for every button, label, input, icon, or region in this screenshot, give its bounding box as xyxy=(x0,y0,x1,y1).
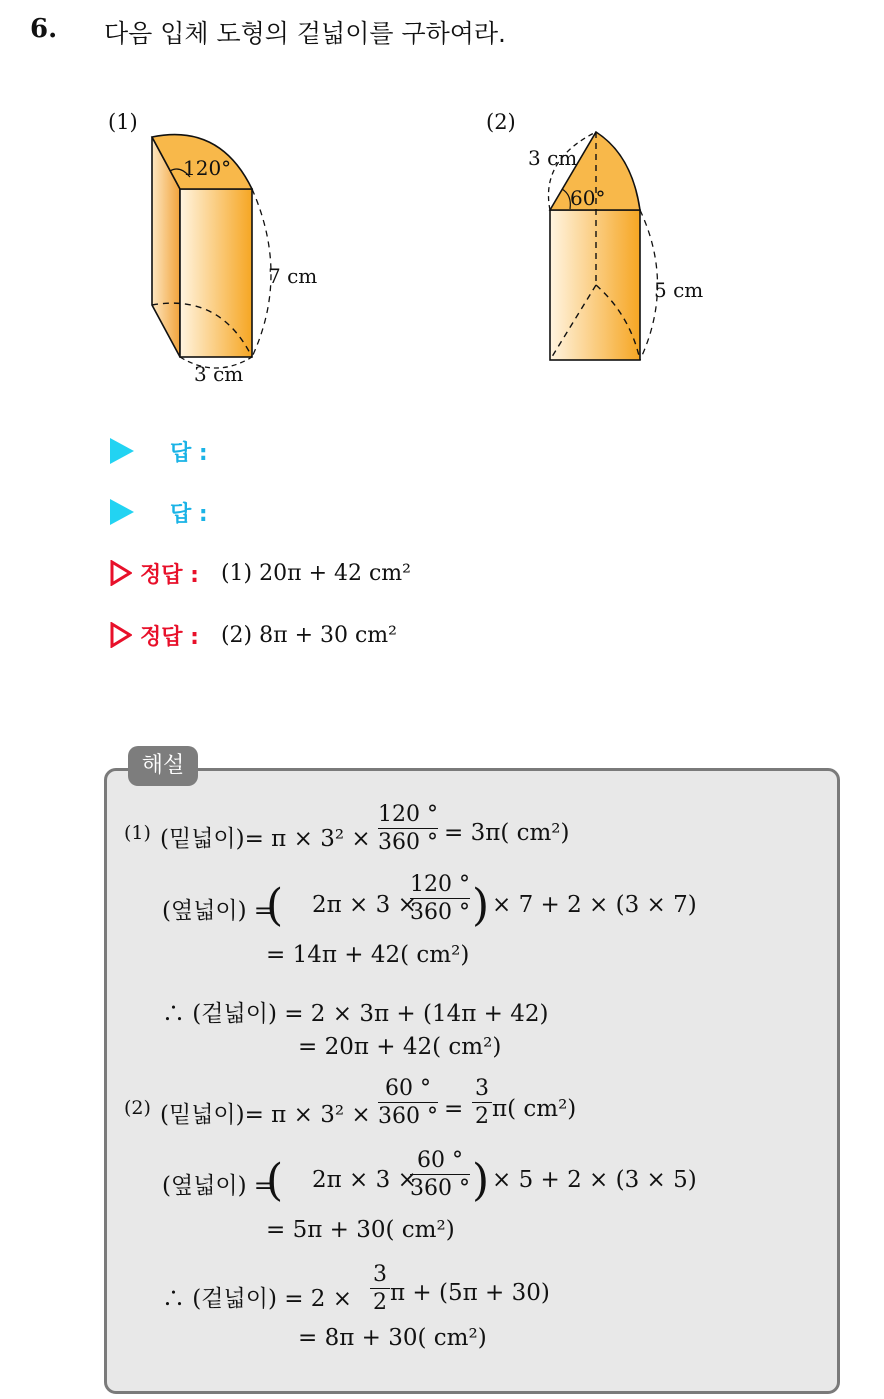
p2-base-rhs: π( cm²) xyxy=(492,1096,577,1122)
answer-blank-row-2[interactable] xyxy=(110,496,208,528)
fraction-numerator: 60 ° xyxy=(417,1148,463,1173)
fraction-denominator: 2 xyxy=(475,1104,489,1129)
p2-lateral-result: = 5π + 30( cm²) xyxy=(266,1217,455,1243)
p2-total-result: = 8π + 30( cm²) xyxy=(298,1325,487,1351)
answer-blank-row-1[interactable] xyxy=(110,435,208,467)
p1-base-fraction xyxy=(378,802,438,855)
p2-lateral-pre: 2π × 3 × xyxy=(312,1167,417,1193)
fraction-numerator: 3 xyxy=(373,1262,387,1287)
p2-base-lhs: (밑넓이)= π × 3² × xyxy=(160,1102,371,1128)
figure-1-height: 7 cm xyxy=(268,264,318,288)
correct-answer-row-2 xyxy=(110,619,397,651)
p1-lateral-post: × 7 + 2 × (3 × 7) xyxy=(492,892,697,918)
right-paren: ) xyxy=(472,880,490,931)
figure-2-label: (2) xyxy=(486,110,516,134)
fraction-denominator: 2 xyxy=(373,1290,387,1315)
p2-total-fraction xyxy=(370,1262,390,1315)
play-arrow-icon xyxy=(110,499,134,525)
p1-base-rhs: = 3π( cm²) xyxy=(444,820,570,846)
fraction-numerator: 3 xyxy=(475,1076,489,1101)
p1-lateral-lhs: (옆넓이) = xyxy=(162,898,274,924)
part-1-marker: (1) xyxy=(124,822,151,844)
p2-base-fraction xyxy=(378,1076,438,1129)
p1-base-lhs: (밑넓이)= π × 3² × xyxy=(160,826,371,852)
p2-lateral-fraction xyxy=(410,1148,470,1201)
right-paren: ) xyxy=(472,1155,490,1206)
p1-total-lhs: ∴ (겉넓이) = 2 × 3π + (14π + 42) xyxy=(162,1001,549,1027)
answer-label: 답 : xyxy=(170,501,208,527)
figure-1-radius: 3 cm xyxy=(194,362,244,386)
fraction-denominator: 360 ° xyxy=(410,1176,470,1201)
correct-answer-label: 정답 : xyxy=(140,624,199,650)
left-paren: ( xyxy=(266,1155,284,1206)
question-text: 다음 입체 도형의 겉넓이를 구하여라. xyxy=(104,19,506,48)
p1-total-result: = 20π + 42( cm²) xyxy=(298,1034,502,1060)
figure-2-height: 5 cm xyxy=(654,278,704,302)
correct-answer-row-1 xyxy=(110,557,411,589)
correct-answer-value: (1) 20π + 42 cm² xyxy=(220,560,411,586)
solution-tab: 해설 xyxy=(128,746,198,786)
p2-lateral-post: × 5 + 2 × (3 × 5) xyxy=(492,1167,697,1193)
fraction-numerator: 60 ° xyxy=(385,1076,431,1101)
correct-answer-value: (2) 8π + 30 cm² xyxy=(220,622,397,648)
fraction-numerator: 120 ° xyxy=(410,872,470,897)
correct-answer-label: 정답 : xyxy=(140,562,199,588)
fraction-numerator: 120 ° xyxy=(378,802,438,827)
fraction-denominator: 360 ° xyxy=(410,900,470,925)
fraction-denominator: 360 ° xyxy=(378,1104,438,1129)
outline-arrow-icon xyxy=(110,622,132,648)
p2-total-lhs: ∴ (겉넓이) = 2 × xyxy=(162,1286,353,1312)
figure-2-angle: 60° xyxy=(570,186,606,210)
figure-1-label: (1) xyxy=(108,110,138,134)
answer-label: 답 : xyxy=(170,440,208,466)
outline-arrow-icon xyxy=(110,560,132,586)
p2-lateral-lhs: (옆넓이) = xyxy=(162,1173,274,1199)
play-arrow-icon xyxy=(110,438,134,464)
part-2-marker: (2) xyxy=(124,1097,151,1119)
left-paren: ( xyxy=(266,880,284,931)
fraction-denominator: 360 ° xyxy=(378,830,438,855)
figure-2-radius: 3 cm xyxy=(528,146,578,170)
figure-1-angle: 120° xyxy=(183,156,232,180)
figure-1-sector-prism xyxy=(140,125,340,390)
p1-lateral-fraction xyxy=(410,872,470,925)
p2-total-rhs: π + (5π + 30) xyxy=(390,1280,550,1306)
p2-base-fraction-2 xyxy=(472,1076,492,1129)
p2-base-eq: = xyxy=(444,1096,464,1122)
p1-lateral-result: = 14π + 42( cm²) xyxy=(266,942,470,968)
p1-lateral-pre: 2π × 3 × xyxy=(312,892,417,918)
question-number: 6. xyxy=(30,14,58,44)
